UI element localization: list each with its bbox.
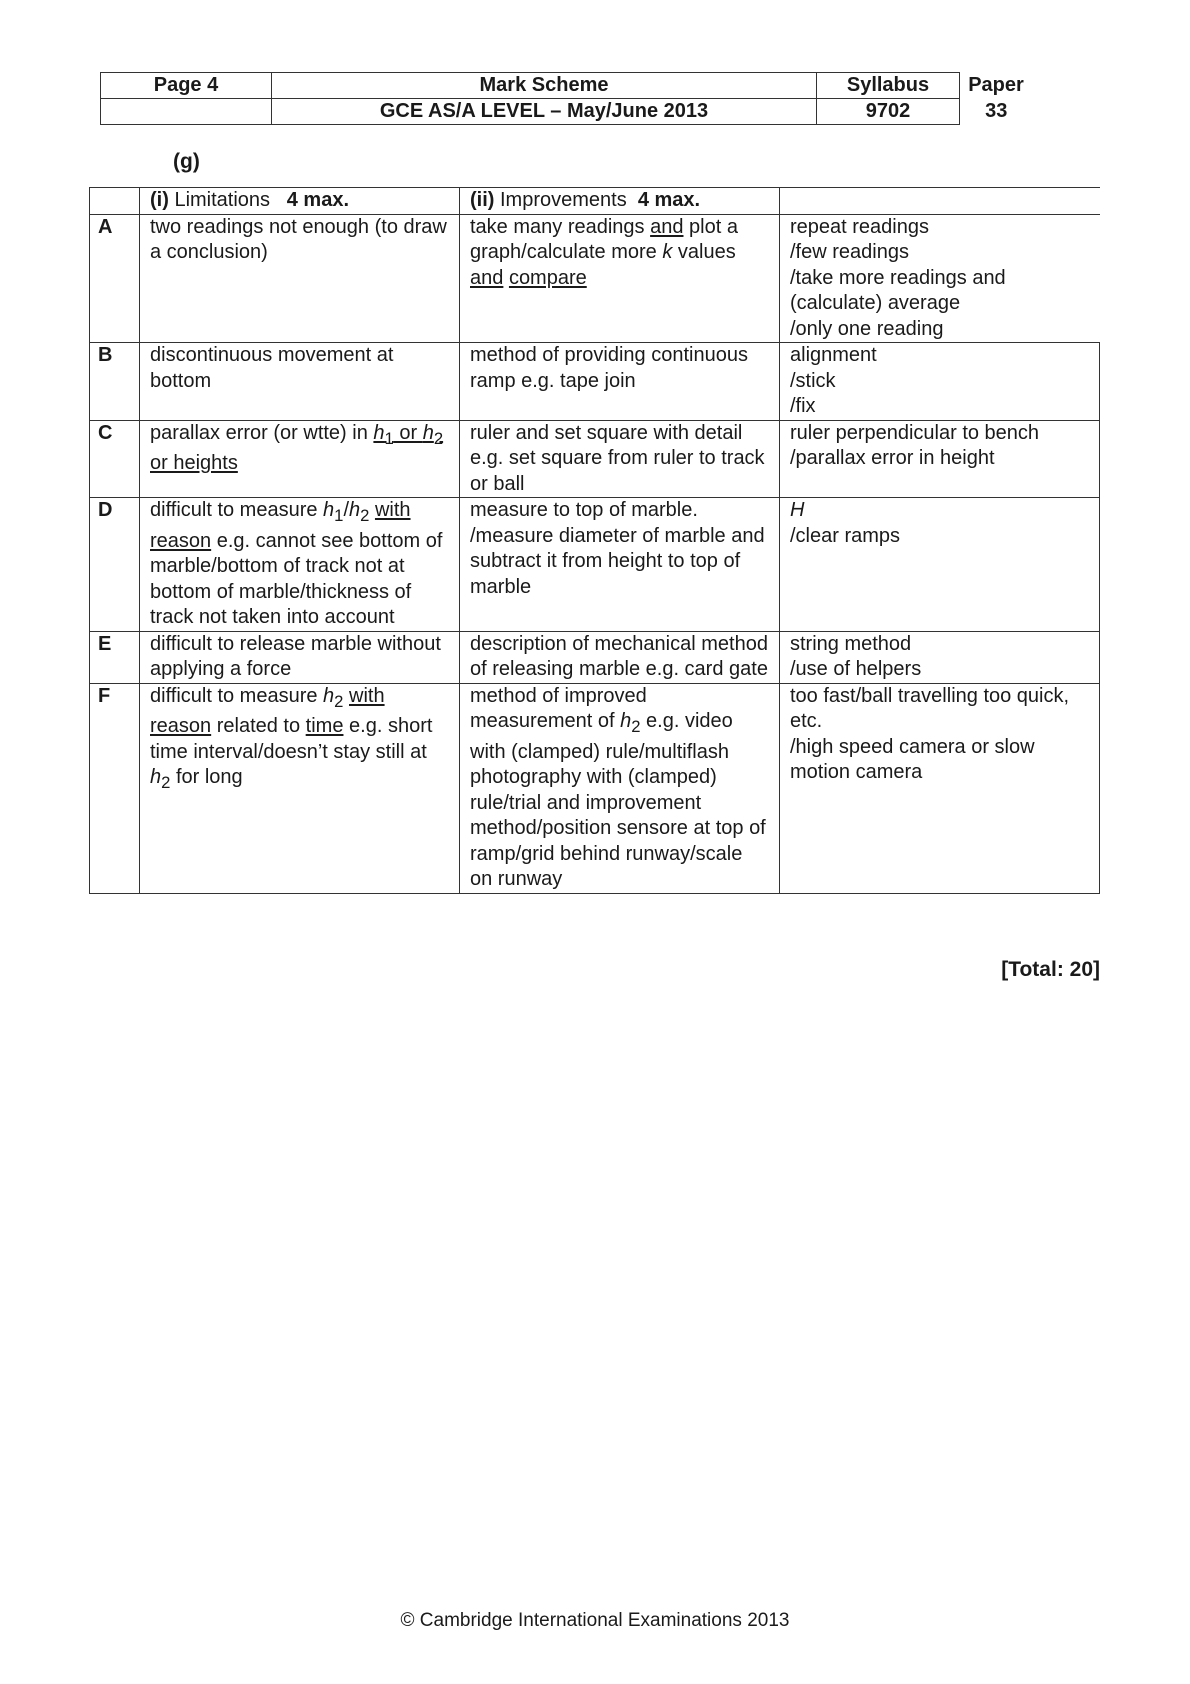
syllabus-code: 9702 xyxy=(817,99,960,125)
total-marks: [Total: 20] xyxy=(1001,958,1100,981)
row-letter: B xyxy=(90,343,140,421)
table-row xyxy=(90,343,1100,421)
row-letter: A xyxy=(90,214,140,343)
limitation-cell: parallax error (or wtte) in $h_1$ or $h_2$ or heights xyxy=(140,420,460,498)
notes-cell: ruler perpendicular to bench /parallax error in height xyxy=(780,420,1100,498)
row-letter: D xyxy=(90,498,140,632)
improvement-cell: take many readings and plot a graph/calculate more k values and compare xyxy=(460,214,780,343)
limitation-cell: difficult to release marble without applying a force xyxy=(140,631,460,683)
page-number: Page 4 xyxy=(101,73,272,99)
syllabus-label: Syllabus xyxy=(817,73,960,99)
table-row xyxy=(90,498,1100,632)
row-letter: E xyxy=(90,631,140,683)
table-header-row xyxy=(90,188,1100,215)
improvements-header: (ii) Improvements 4 max. xyxy=(460,188,780,215)
improvement-cell: ruler and set square with detail e.g. set square from ruler to track or ball xyxy=(460,420,780,498)
row-letter: F xyxy=(90,683,140,893)
limitations-header: (i) Limitations 4 max. xyxy=(140,188,460,215)
exam-title: GCE AS/A LEVEL – May/June 2013 xyxy=(272,99,817,125)
row-letter: C xyxy=(90,420,140,498)
limitation-cell: discontinuous movement at bottom xyxy=(140,343,460,421)
notes-cell: too fast/ball travelling too quick, etc. /high speed camera or slow motion camera xyxy=(780,683,1100,893)
notes-cell: string method /use of helpers xyxy=(780,631,1100,683)
paper-label: Paper xyxy=(968,74,1024,96)
notes-cell: H /clear ramps xyxy=(780,498,1100,632)
copyright-footer: © Cambridge International Examinations 2013 xyxy=(400,1610,790,1631)
limitation-cell: difficult to measure $h_2$ with reason related to time e.g. short time interval/doesn’t stay still at $h_2$ for long xyxy=(140,683,460,893)
improvement-cell: method of improved measurement of $h_2$ e.g. video with (clamped) rule/multiflash photography with (clamped) rule/trial and improvement method/position sensore at top of ramp/grid behind runway/scale on runway xyxy=(460,683,780,893)
table-row xyxy=(90,683,1100,893)
notes-cell: alignment /stick /fix xyxy=(780,343,1100,421)
improvement-cell: measure to top of marble. /measure diameter of marble and subtract it from height to top of marble xyxy=(460,498,780,632)
part-label: (g) xyxy=(173,150,200,173)
header-table xyxy=(100,72,1033,125)
table-row xyxy=(90,214,1100,343)
page-blank xyxy=(101,99,272,125)
notes-cell: repeat readings /few readings /take more readings and (calculate) average /only one reading xyxy=(780,214,1100,343)
header-empty-cell xyxy=(780,188,1100,215)
limitation-cell: difficult to measure $h_1/h_2$ with reason e.g. cannot see bottom of marble/bottom of track not at bottom of marble/thickness of track not taken into account xyxy=(140,498,460,632)
limitation-cell: two readings not enough (to draw a conclusion) xyxy=(140,214,460,343)
table-row xyxy=(90,420,1100,498)
improvement-cell: description of mechanical method of releasing marble e.g. card gate xyxy=(460,631,780,683)
header-empty-cell xyxy=(90,188,140,215)
limitations-table xyxy=(89,187,1100,894)
paper-number: 33 xyxy=(985,100,1008,122)
improvement-cell: method of providing continuous ramp e.g. tape join xyxy=(460,343,780,421)
table-row xyxy=(90,631,1100,683)
mark-scheme-title: Mark Scheme xyxy=(272,73,817,99)
